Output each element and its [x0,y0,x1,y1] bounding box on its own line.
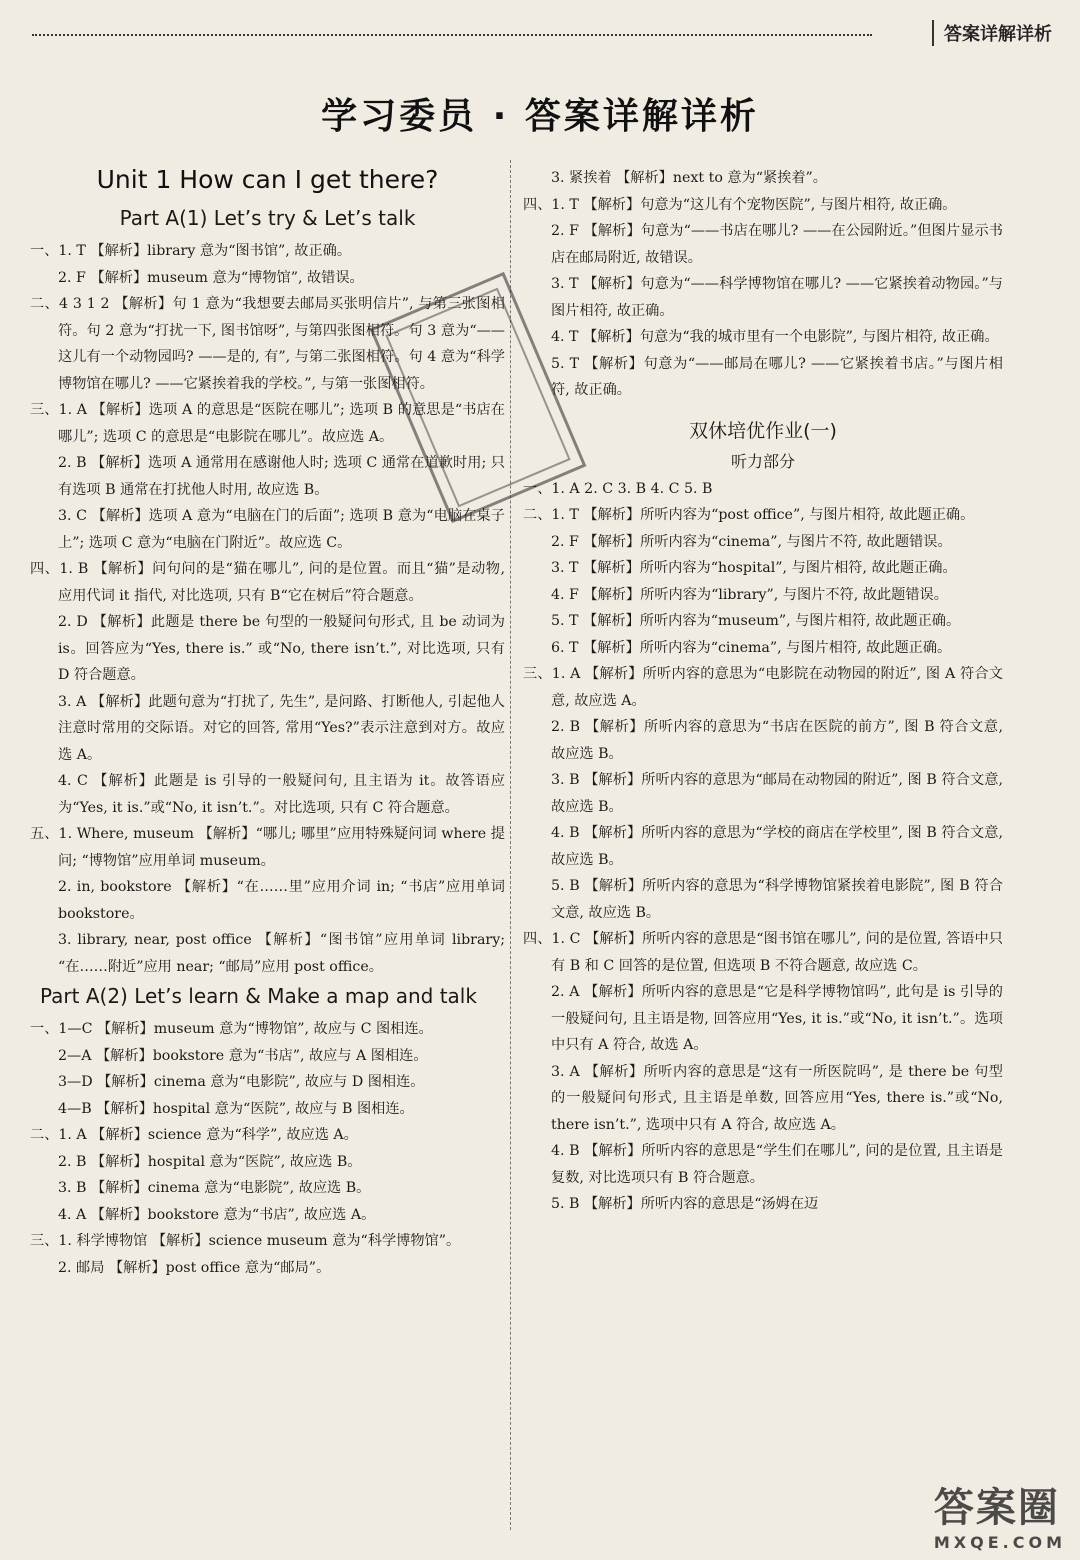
left-column [30,165,505,1281]
answer-item: 二、1. A 【解析】science 意为“科学”, 故应选 A。 [30,1127,358,1143]
answer-item: 二、4 3 1 2 【解析】句 1 意为“我想要去邮局买张明信片”, 与第三张图相符。句 2 意为“打扰一下, 图书馆呀”, 与第四张图相符。句 3 意为“——这儿有一个动物园吗? ——是的, 有”, 与第二张图相符。句 4 意为“科学博物馆在哪儿? ——它紧挨着我的学校。”, 与第一张图相符。 [30,296,505,392]
answer-item: 4. A 【解析】bookstore 意为“书店”, 故应选 A。 [58,1206,376,1223]
answer-item: 2. B 【解析】hospital 意为“医院”, 故应选 B。 [58,1153,362,1170]
answer-item: 3. T 【解析】所听内容为“hospital”, 与图片相符, 故此题正确。 [551,560,957,576]
answer-item: 3. B 【解析】cinema 意为“电影院”, 故应选 B。 [58,1180,371,1196]
answer-item: 3. C 【解析】选项 A 意为“电脑在门的后面”; 选项 B 意为“电脑在桌子上”; 选项 C 意为“电脑在门附近”。故应选 C。 [58,508,505,551]
answer-item: 四、1. T 【解析】句意为“这儿有个宠物医院”, 与图片相符, 故正确。 [523,196,957,213]
answer-item: 3. T 【解析】句意为“——科学博物馆在哪儿? ——它紧挨着动物园。”与图片相符, 故正确。 [551,276,1003,319]
answer-item: 3. B 【解析】所听内容的意思为“邮局在动物园的附近”, 图 B 符合文意, 故应选 B。 [551,772,1003,815]
answer-item: 2. A 【解析】所听内容的意思是“它是科学博物馆吗”, 此句是 is 引导的一般疑问句, 且主语是物, 回答应用“Yes, it is.”或“No, it isn’t.”。选项中只有 A 符合, 故选 A。 [551,984,1003,1053]
part-a2-answers [30,1016,505,1281]
answer-item: 三、1. A 【解析】所听内容的意思为“电影院在动物园的附近”, 图 A 符合文意, 故应选 A。 [523,666,1003,709]
answer-item: 3. A 【解析】此题句意为“打扰了, 先生”, 是问路、打断他人, 引起他人注意时常用的交际语。对它的回答, 常用“Yes?”表示注意到对方。故应选 A。 [58,693,505,763]
answer-item: 3. library, near, post office 【解析】“图书馆”应用单词 library; “在……附近”应用 near; “邮局”应用 post office。 [58,932,505,975]
part-a1-title: Part A(1) Let’s try & Let’s talk [119,206,416,230]
weekend-homework-title: 双休培优作业(一) [689,419,837,442]
answer-item: 四、1. C 【解析】所听内容的意思是“图书馆在哪儿”, 问的是位置, 答语中只有 B 和 C 回答的是位置, 但选项 B 不符合题意, 故应选 C。 [523,931,1003,974]
answer-item: 6. T 【解析】所听内容为“cinema”, 与图片相符, 故此题正确。 [551,639,952,656]
answer-item: 一、1. A 2. C 3. B 4. C 5. B [523,480,713,497]
answer-item: 4. T 【解析】句意为“我的城市里有一个电影院”, 与图片相符, 故正确。 [551,329,999,345]
part-a1-answers [30,238,505,980]
answer-item: 4. F 【解析】所听内容为“library”, 与图片不符, 故此题错误。 [551,586,948,603]
section-label: 答案详解详析 [932,20,1052,46]
answer-item: 4—B 【解析】hospital 意为“医院”, 故应与 B 图相连。 [58,1100,414,1117]
answer-item: 2. B 【解析】所听内容的意思为“书店在医院的前方”, 图 B 符合文意, 故应选 B。 [551,719,1003,762]
answer-item: 2. 邮局 【解析】post office 意为“邮局”。 [58,1259,331,1276]
answer-item: 2. F 【解析】所听内容为“cinema”, 与图片不符, 故此题错误。 [551,533,952,550]
answer-item: 5. T 【解析】句意为“——邮局在哪儿? ——它紧挨着书店。”与图片相符, 故正确。 [551,355,1003,398]
site-watermark [934,1476,1066,1552]
top-dotted-rule [32,34,872,36]
answer-item: 5. B 【解析】所听内容的意思为“科学博物馆紧挨着电影院”, 图 B 符合文意, 故应选 B。 [551,878,1003,921]
answer-item: 3. 紧挨着 【解析】next to 意为“紧挨着”。 [551,170,827,186]
part-a2-title: Part A(2) Let’s learn & Make a map and talk [40,984,477,1008]
answer-item: 一、1—C 【解析】museum 意为“博物馆”, 故应与 C 图相连。 [30,1021,433,1037]
answer-item: 3—D 【解析】cinema 意为“电影院”, 故应与 D 图相连。 [58,1074,425,1090]
answer-item: 五、1. Where, museum 【解析】“哪儿; 哪里”应用特殊疑问词 where 提问; “博物馆”应用单词 museum。 [30,826,505,869]
answer-item: 5. B 【解析】所听内容的意思是“汤姆在迈 [551,1196,819,1212]
answer-item: 4. B 【解析】所听内容的意思为“学校的商店在学校里”, 图 B 符合文意, 故应选 B。 [551,825,1003,868]
answer-item: 4. B 【解析】所听内容的意思是“学生们在哪儿”, 问的是位置, 且主语是复数, 对比选项只有 B 符合题意。 [551,1143,1003,1186]
watermark-logo: 答案圈 [933,1485,1060,1531]
answer-item: 2—A 【解析】bookstore 意为“书店”, 故应与 A 图相连。 [58,1047,428,1064]
answer-item: 三、1. 科学博物馆 【解析】science museum 意为“科学博物馆”。 [30,1233,461,1249]
column-divider [510,160,511,1530]
listening-answers [523,476,1003,1218]
answer-item: 4. C 【解析】此题是 is 引导的一般疑问句, 且主语为 it。故答语应为“Yes, it is.”或“No, it isn’t.”。对比选项, 只有 C 符合题意。 [58,773,505,816]
answer-item: 3. A 【解析】所听内容的意思是“这有一所医院吗”, 是 there be 句型的一般疑问句形式, 且主语是单数, 回答应用“Yes, there is.”或“No, there isn’t.”, 选项中只有 A 符合, 故应选 A。 [551,1063,1003,1133]
page-title: 学习委员 · 答案详解详析 [321,96,759,137]
answer-item: 三、1. A 【解析】选项 A 的意思是“医院在哪儿”; 选项 B 的意思是“书店在哪儿”; 选项 C 的意思是“电影院在哪儿”。故应选 A。 [30,402,505,445]
answer-item: 2. in, bookstore 【解析】“在……里”应用介词 in; “书店”应用单词 bookstore。 [58,879,505,922]
answer-item: 2. D 【解析】此题是 there be 句型的一般疑问句形式, 且 be 动词为 is。回答应为“Yes, there is.” 或“No, there isn’t.”, 对比选项, 只有 D 符合题意。 [58,614,505,683]
answer-item: 2. F 【解析】句意为“——书店在哪儿? ——在公园附近。”但图片显示书店在邮局附近, 故错误。 [551,223,1003,266]
unit-title: Unit 1 How can I get there? [96,165,439,194]
answer-item: 一、1. T 【解析】library 意为“图书馆”, 故正确。 [30,243,352,259]
answer-item: 2. B 【解析】选项 A 通常用在感谢他人时; 选项 C 通常在道歉时用; 只有选项 B 通常在打扰他人时用, 故应选 B。 [58,455,505,498]
listening-section-title: 听力部分 [730,451,795,471]
answer-item: 5. T 【解析】所听内容为“museum”, 与图片相符, 故此题正确。 [551,613,961,629]
answer-item: 四、1. B 【解析】问句问的是“猫在哪儿”, 问的是位置。而且“猫”是动物, 应用代词 it 指代, 对比选项, 只有 B“它在树后”符合题意。 [30,561,505,604]
answer-item: 二、1. T 【解析】所听内容为“post office”, 与图片相符, 故此题正确。 [523,507,975,523]
right-column [523,165,1003,1218]
watermark-url: MXQE.COM [933,1533,1066,1552]
answer-item: 2. F 【解析】museum 意为“博物馆”, 故错误。 [58,269,364,286]
part-a1-continued-answers [523,165,1003,404]
